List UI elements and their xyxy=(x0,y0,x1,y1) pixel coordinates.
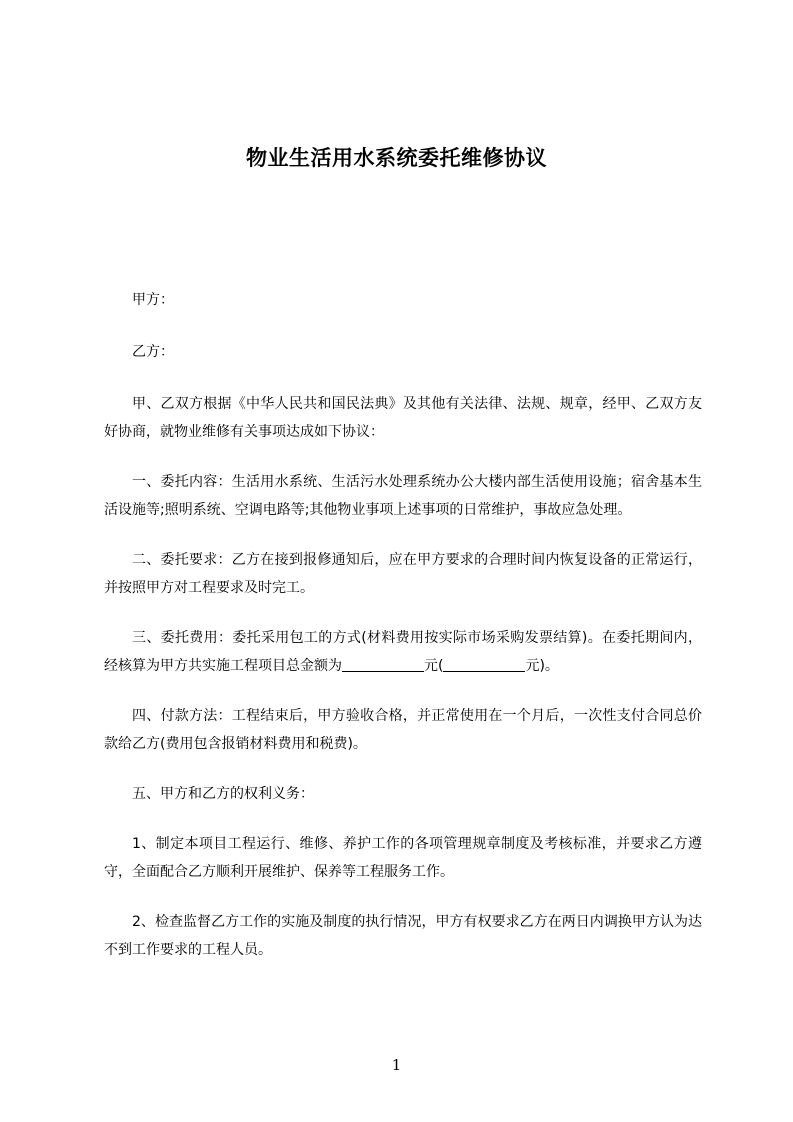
clause-4-paragraph: 四、付款方法：工程结束后，甲方验收合格，并正常使用在一个月后，一次性支付合同总价款给乙方(费用包含报销材料费用和税费)。 xyxy=(104,708,702,752)
amount-blank xyxy=(342,657,424,672)
clause-1-paragraph: 一、委托内容：生活用水系统、生活污水处理系统办公大楼内部生活使用设施；宿舍基本生活设施等;照明系统、空调电路等;其他物业事项上述事项的日常维护，事故应急处理。 xyxy=(104,474,702,518)
party-a-line: 甲方： xyxy=(132,292,174,308)
clause-3-paragraph xyxy=(104,624,702,680)
page-number: 1 xyxy=(391,1056,402,1074)
clause-3-currency-close: 元)。 xyxy=(525,658,559,674)
clause-3-currency: 元( xyxy=(424,658,444,674)
clause-2-paragraph: 二、委托要求：乙方在接到报修通知后，应在甲方要求的合理时间内恢复设备的正常运行，并按照甲方对工程要求及时完工。 xyxy=(104,552,702,596)
obligation-item-2: 2、检查监督乙方工作的实施及制度的执行情况，甲方有权要求乙方在两日内调换甲方认为达不到工作要求的工程人员。 xyxy=(104,914,702,958)
obligation-item-1: 1、制定本项目工程运行、维修、养护工作的各项管理规章制度及考核标准，并要求乙方遵守，全面配合乙方顺利开展维护、保养等工程服务工作。 xyxy=(104,836,702,880)
document-title: 物业生活用水系统委托维修协议 xyxy=(246,146,547,170)
preamble-paragraph: 甲、乙双方根据《中华人民共和国民法典》及其他有关法律、法规、规章，经甲、乙双方友好协商，就物业维修有关事项达成如下协议： xyxy=(104,396,702,440)
party-b-line: 乙方： xyxy=(132,344,174,360)
clause-3-text: 三、委托费用：委托采用包工的方式(材料费用按实际市场采购发票结算)。在委托期间内，经核算为甲方共实施工程项目总金额为 xyxy=(104,630,702,674)
amount-uppercase-blank xyxy=(443,657,525,672)
clause-5-heading: 五、甲方和乙方的权利义务： xyxy=(132,786,314,802)
document-body xyxy=(104,286,702,986)
